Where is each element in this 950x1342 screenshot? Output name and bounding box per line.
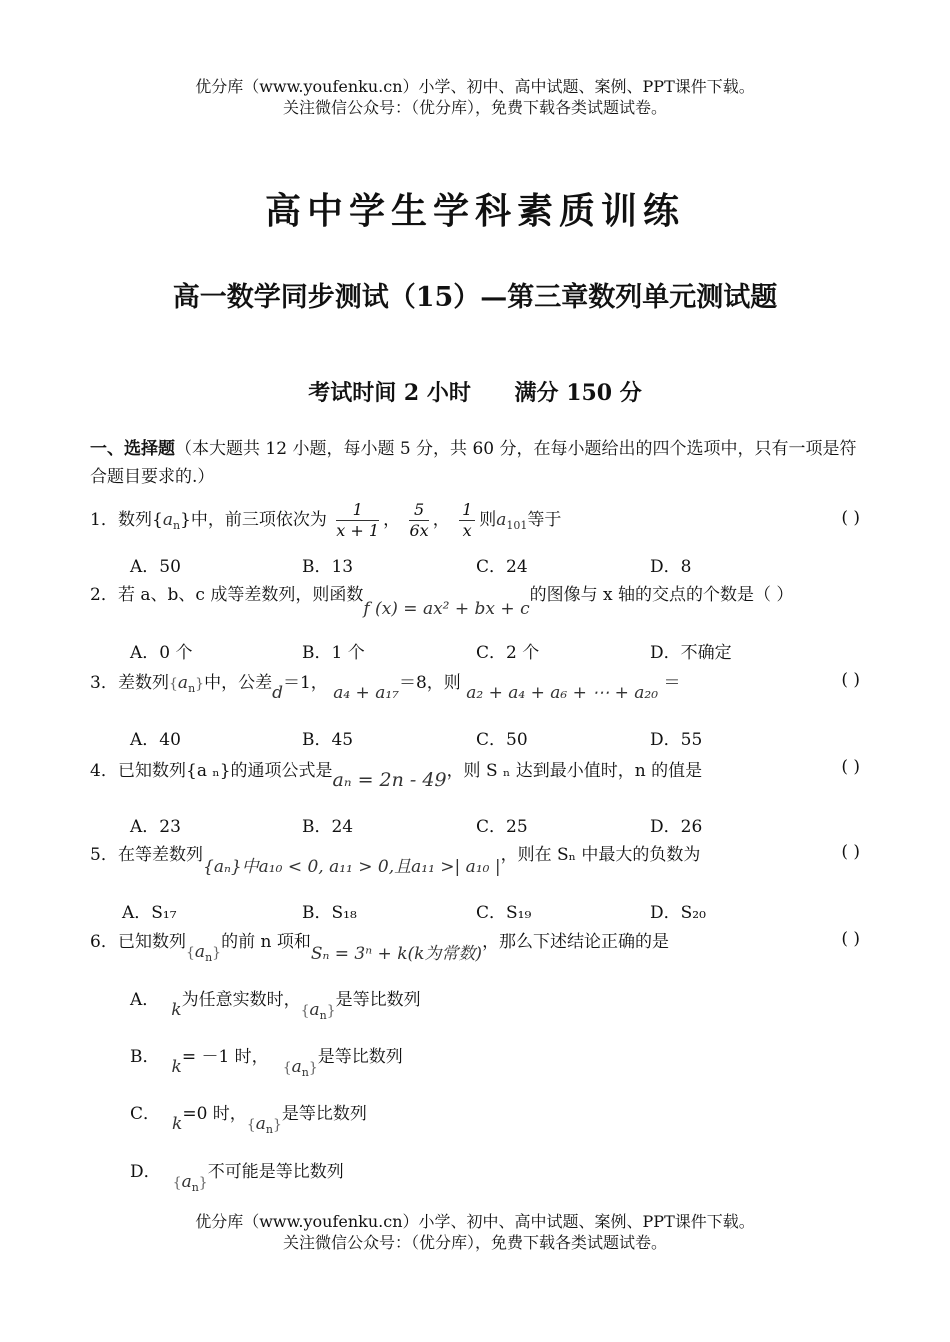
q-text: ，则 S ₙ 达到最小值时，n 的值是 (446, 761, 703, 781)
question-6 (90, 927, 870, 963)
question-1: 1．数列$\{a_n\}$中，前三项依次为 $\frac{1}{x + 1}$ ， $\frac{5}{6x}$ ， $\frac{1}{x}$ 则$a_{101}$等于 (90, 500, 562, 540)
q-text: 差数列 (118, 673, 169, 693)
choice-d: D．$\{a_n\}$不可能是等比数列 (130, 1162, 344, 1194)
d-symbol: d (272, 683, 283, 703)
q-text: 则 (479, 510, 497, 530)
function-formula: f (x) = ax² + bx + c (363, 599, 530, 619)
general-term-formula: aₙ = 2n - 49 (332, 769, 447, 791)
q-text: 已知数列{a ₙ}的通项公式是 (118, 761, 333, 781)
option-a: A．0 个 (130, 643, 193, 663)
option-a: A．23 (130, 817, 181, 837)
q-text: 的前 n 项和 (221, 932, 311, 952)
choice-b: B． k= －1 时，$\{a_n\}$是等比数列 (130, 1047, 403, 1079)
page-subtitle: 高一数学同步测试（15）—第三章数列单元测试题 (172, 282, 778, 313)
question-number: 4． (90, 761, 118, 781)
q-text: 若 a、b、c 成等差数列，则函数 (118, 585, 364, 605)
q-text: ，则在 Sₙ 中最大的负数为 (500, 845, 701, 865)
q-text: 数列{ (118, 510, 163, 530)
question-number: 6． (90, 932, 118, 952)
question-number: 3． (90, 673, 118, 693)
option-d: D．S₂₀ (650, 903, 706, 923)
ref-symbol: $a_{101}$ (496, 510, 528, 532)
question-5 (90, 840, 870, 877)
option-a: A．S₁₇ (122, 903, 177, 923)
fraction-2: $\frac{5}{6x}$ (409, 500, 429, 540)
exam-time: 考试时间 2 小时 (308, 380, 471, 406)
fraction-3: $\frac{1}{x}$ (459, 500, 475, 541)
option-b: B．13 (302, 557, 354, 577)
question-3 (90, 668, 870, 704)
q-text: 的图像与 x 轴的交点的个数是（ ） (529, 585, 794, 605)
answer-paren-6: ( ) (841, 929, 860, 949)
sum-formula-2: a₂ + a₄ + a₆ + ⋯ + a₂₀ (466, 683, 659, 703)
option-c: C．25 (476, 817, 528, 837)
q-text: 在等差数列 (118, 845, 203, 865)
option-c: C．2 个 (476, 643, 540, 663)
option-c: C．S₁₉ (476, 903, 532, 923)
exam-score: 满分 150 分 (514, 380, 642, 406)
option-b: B．24 (302, 817, 354, 837)
seq-symbol: $\{a_n\}$ (186, 942, 222, 964)
answer-paren-4: ( ) (841, 757, 860, 777)
question-number: 1． (90, 510, 118, 530)
seq-symbol: $\{a_n\}$ (169, 673, 205, 695)
option-c: C．50 (476, 730, 528, 750)
option-b: B．1 个 (302, 643, 365, 663)
answer-paren-3: ( ) (841, 670, 860, 690)
option-a: A．40 (130, 730, 181, 750)
section-heading (90, 435, 860, 491)
sum-formula-1: a₄ + a₁₇ (333, 683, 399, 703)
section-desc: （本大题共 12 小题，每小题 5 分，共 60 分，在每小题给出的四个选项中，只有一项是符合题目要求的.） (90, 439, 857, 487)
q-text: 已知数列 (118, 932, 186, 952)
header-line-2: 关注微信公众号：（优分库），免费下载各类试题试卷。 (282, 98, 667, 117)
footer-line-1: 优分库（www.youfenku.cn）小学、初中、高中试题、案例、PPT课件下载。 (195, 1212, 755, 1231)
header-line-1: 优分库（www.youfenku.cn）小学、初中、高中试题、案例、PPT课件下载。 (195, 77, 755, 96)
q-text: ＝8，则 (398, 673, 461, 693)
option-c: C．24 (476, 557, 528, 577)
option-b: B．45 (302, 730, 354, 750)
question-number: 2． (90, 585, 118, 605)
condition-formula: {aₙ}中a₁₀ < 0, a₁₁ > 0,且a₁₁ >| a₁₀ | (203, 857, 501, 877)
fraction-1: $\frac{1}{x + 1}$ (336, 500, 380, 540)
section-label: 一、选择题 (90, 439, 175, 459)
answer-paren-1: ( ) (841, 508, 860, 528)
option-d: D．不确定 (650, 643, 732, 663)
answer-paren-5: ( ) (841, 842, 860, 862)
option-b: B．S₁₈ (302, 903, 357, 923)
seq-symbol: $a_n$ (162, 510, 181, 532)
choice-c: C． k=0 时，$\{a_n\}$是等比数列 (130, 1104, 367, 1136)
question-2 (90, 580, 870, 619)
q-text: 等于 (527, 510, 562, 530)
option-d: D．26 (650, 817, 703, 837)
q-text: }中，前三项依次为 (180, 510, 327, 530)
q-text: 中，公差 (204, 673, 273, 693)
option-d: D．8 (650, 557, 692, 577)
exam-info (0, 376, 950, 407)
question-number: 5． (90, 845, 118, 865)
q-text: ＝1， (282, 673, 328, 693)
partial-sum-formula: Sₙ = 3ⁿ + k(k为常数) (310, 944, 483, 964)
option-a: A．50 (130, 557, 181, 577)
question-4 (90, 755, 870, 791)
q-text: ＝ (663, 673, 681, 693)
choice-a: A． k为任意实数时，$\{a_n\}$是等比数列 (130, 990, 421, 1022)
page-title: 高中学生学科素质训练 (264, 191, 685, 232)
q-text: ，那么下述结论正确的是 (482, 932, 670, 952)
option-d: D．55 (650, 730, 703, 750)
footer-line-2: 关注微信公众号：（优分库），免费下载各类试题试卷。 (282, 1233, 667, 1252)
